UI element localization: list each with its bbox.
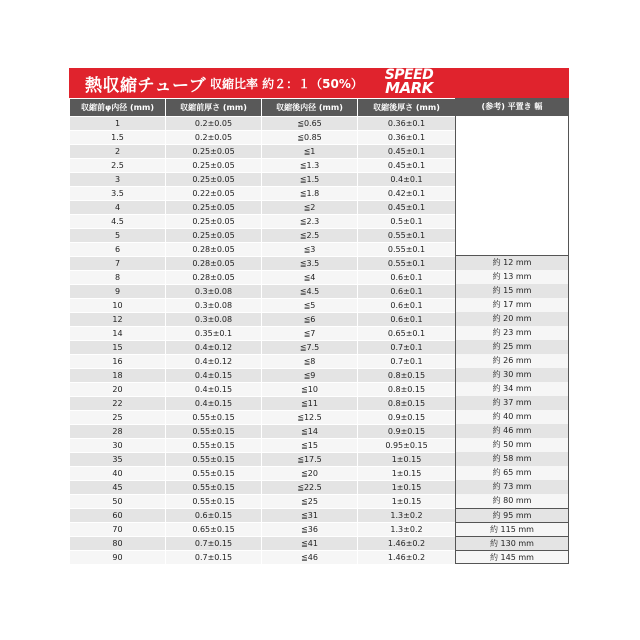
cell-thickness-before: 0.3±0.08 xyxy=(166,299,262,313)
table-row xyxy=(70,453,456,467)
reference-width-value: 約 73 mm xyxy=(455,480,569,494)
header-thickness-before: 収縮前厚さ (mm) xyxy=(166,99,262,117)
table-row xyxy=(70,411,456,425)
cell-thickness-before: 0.55±0.15 xyxy=(166,439,262,453)
reference-width-value: 約 58 mm xyxy=(455,452,569,466)
cell-inner-diameter-before: 70 xyxy=(70,523,166,537)
cell-thickness-before: 0.28±0.05 xyxy=(166,271,262,285)
page-title: 熱収縮チューブ xyxy=(85,76,207,96)
cell-inner-diameter-before: 6 xyxy=(70,243,166,257)
cell-inner-diameter-before: 40 xyxy=(70,467,166,481)
cell-thickness-after: 0.55±0.1 xyxy=(358,229,456,243)
cell-inner-diameter-after: ≦3 xyxy=(262,243,358,257)
cell-thickness-before: 0.55±0.15 xyxy=(166,453,262,467)
spec-sheet xyxy=(69,68,569,565)
cell-inner-diameter-before: 2.5 xyxy=(70,159,166,173)
cell-inner-diameter-before: 4.5 xyxy=(70,215,166,229)
cell-thickness-after: 0.9±0.15 xyxy=(358,425,456,439)
cell-inner-diameter-after: ≦41 xyxy=(262,537,358,551)
cell-thickness-before: 0.22±0.05 xyxy=(166,187,262,201)
shrink-ratio-label: 収縮比率 約２：１（50%） xyxy=(210,77,363,91)
cell-inner-diameter-before: 28 xyxy=(70,425,166,439)
spec-content xyxy=(69,98,569,565)
cell-inner-diameter-before: 10 xyxy=(70,299,166,313)
cell-inner-diameter-before: 2 xyxy=(70,145,166,159)
cell-thickness-before: 0.55±0.15 xyxy=(166,481,262,495)
cell-inner-diameter-before: 22 xyxy=(70,397,166,411)
cell-thickness-before: 0.55±0.15 xyxy=(166,425,262,439)
reference-width-value: 約 40 mm xyxy=(455,410,569,424)
cell-inner-diameter-before: 9 xyxy=(70,285,166,299)
table-row xyxy=(70,117,456,131)
cell-inner-diameter-before: 35 xyxy=(70,453,166,467)
cell-inner-diameter-after: ≦6 xyxy=(262,313,358,327)
cell-thickness-before: 0.6±0.15 xyxy=(166,509,262,523)
cell-inner-diameter-before: 30 xyxy=(70,439,166,453)
cell-thickness-before: 0.25±0.05 xyxy=(166,145,262,159)
cell-inner-diameter-after: ≦36 xyxy=(262,523,358,537)
logo-line-1: SPEED xyxy=(384,67,434,83)
cell-thickness-after: 0.36±0.1 xyxy=(358,117,456,131)
cell-thickness-after: 0.95±0.15 xyxy=(358,439,456,453)
table-row xyxy=(70,495,456,509)
cell-inner-diameter-after: ≦0.85 xyxy=(262,131,358,145)
cell-inner-diameter-after: ≦2.3 xyxy=(262,215,358,229)
cell-inner-diameter-before: 18 xyxy=(70,369,166,383)
cell-thickness-before: 0.25±0.05 xyxy=(166,173,262,187)
cell-inner-diameter-after: ≦2.5 xyxy=(262,229,358,243)
cell-thickness-before: 0.25±0.05 xyxy=(166,201,262,215)
table-row xyxy=(70,229,456,243)
cell-inner-diameter-before: 7 xyxy=(70,257,166,271)
table-row xyxy=(70,551,456,565)
speedmark-logo xyxy=(369,69,449,97)
cell-inner-diameter-before: 25 xyxy=(70,411,166,425)
reference-width-value: 約 115 mm xyxy=(455,522,569,536)
reference-width-value: 約 50 mm xyxy=(455,438,569,452)
cell-thickness-after: 1±0.15 xyxy=(358,481,456,495)
cell-thickness-after: 0.55±0.1 xyxy=(358,257,456,271)
table-row xyxy=(70,159,456,173)
cell-thickness-before: 0.55±0.15 xyxy=(166,495,262,509)
cell-thickness-after: 0.5±0.1 xyxy=(358,215,456,229)
table-row xyxy=(70,355,456,369)
logo-line-2: MARK xyxy=(385,79,433,97)
cell-thickness-before: 0.4±0.15 xyxy=(166,397,262,411)
cell-inner-diameter-before: 3.5 xyxy=(70,187,166,201)
cell-inner-diameter-before: 5 xyxy=(70,229,166,243)
cell-thickness-after: 0.42±0.1 xyxy=(358,187,456,201)
cell-thickness-before: 0.7±0.15 xyxy=(166,537,262,551)
cell-thickness-before: 0.55±0.15 xyxy=(166,411,262,425)
reference-width-value: 約 95 mm xyxy=(455,508,569,522)
cell-inner-diameter-before: 1 xyxy=(70,117,166,131)
cell-thickness-after: 0.6±0.1 xyxy=(358,299,456,313)
cell-inner-diameter-before: 14 xyxy=(70,327,166,341)
cell-thickness-after: 1±0.15 xyxy=(358,495,456,509)
table-row xyxy=(70,481,456,495)
cell-inner-diameter-after: ≦11 xyxy=(262,397,358,411)
cell-inner-diameter-before: 3 xyxy=(70,173,166,187)
reference-width-value: 約 34 mm xyxy=(455,382,569,396)
table-row xyxy=(70,397,456,411)
cell-thickness-before: 0.7±0.15 xyxy=(166,551,262,565)
cell-thickness-before: 0.2±0.05 xyxy=(166,131,262,145)
reference-blank-area xyxy=(455,116,569,256)
cell-thickness-after: 0.45±0.1 xyxy=(358,145,456,159)
cell-inner-diameter-before: 16 xyxy=(70,355,166,369)
cell-inner-diameter-after: ≦7.5 xyxy=(262,341,358,355)
table-row xyxy=(70,131,456,145)
table-row xyxy=(70,145,456,159)
cell-thickness-after: 0.4±0.1 xyxy=(358,173,456,187)
cell-inner-diameter-after: ≦1 xyxy=(262,145,358,159)
reference-width-value: 約 17 mm xyxy=(455,298,569,312)
cell-inner-diameter-before: 45 xyxy=(70,481,166,495)
cell-thickness-after: 0.55±0.1 xyxy=(358,243,456,257)
reference-width-value: 約 37 mm xyxy=(455,396,569,410)
table-row xyxy=(70,467,456,481)
cell-thickness-before: 0.4±0.12 xyxy=(166,355,262,369)
cell-inner-diameter-before: 4 xyxy=(70,201,166,215)
cell-inner-diameter-after: ≦12.5 xyxy=(262,411,358,425)
cell-thickness-before: 0.3±0.08 xyxy=(166,313,262,327)
cell-thickness-before: 0.25±0.05 xyxy=(166,229,262,243)
cell-inner-diameter-before: 90 xyxy=(70,551,166,565)
reference-width-value: 約 20 mm xyxy=(455,312,569,326)
cell-thickness-after: 0.6±0.1 xyxy=(358,313,456,327)
reference-width-value: 約 23 mm xyxy=(455,326,569,340)
cell-thickness-before: 0.4±0.15 xyxy=(166,369,262,383)
cell-inner-diameter-before: 1.5 xyxy=(70,131,166,145)
cell-thickness-before: 0.65±0.15 xyxy=(166,523,262,537)
cell-thickness-after: 0.8±0.15 xyxy=(358,397,456,411)
cell-thickness-after: 0.7±0.1 xyxy=(358,341,456,355)
reference-width-value: 約 130 mm xyxy=(455,536,569,550)
cell-inner-diameter-after: ≦4.5 xyxy=(262,285,358,299)
header-flat-width: (参考) 平置き 幅 xyxy=(455,98,569,116)
cell-thickness-after: 0.9±0.15 xyxy=(358,411,456,425)
cell-thickness-after: 0.8±0.15 xyxy=(358,383,456,397)
reference-width-column xyxy=(455,98,569,564)
cell-inner-diameter-before: 50 xyxy=(70,495,166,509)
cell-thickness-after: 0.7±0.1 xyxy=(358,355,456,369)
table-row xyxy=(70,509,456,523)
table-row xyxy=(70,187,456,201)
reference-width-value: 約 15 mm xyxy=(455,284,569,298)
header-inner-diameter-before: 収縮前φ内径 (mm) xyxy=(70,99,166,117)
table-row xyxy=(70,327,456,341)
cell-inner-diameter-after: ≦5 xyxy=(262,299,358,313)
cell-thickness-before: 0.4±0.15 xyxy=(166,383,262,397)
cell-inner-diameter-after: ≦15 xyxy=(262,439,358,453)
table-header-row xyxy=(70,99,456,117)
cell-inner-diameter-before: 80 xyxy=(70,537,166,551)
cell-inner-diameter-after: ≦8 xyxy=(262,355,358,369)
cell-thickness-after: 0.45±0.1 xyxy=(358,201,456,215)
cell-inner-diameter-after: ≦25 xyxy=(262,495,358,509)
table-row xyxy=(70,523,456,537)
cell-thickness-before: 0.28±0.05 xyxy=(166,257,262,271)
table-row xyxy=(70,201,456,215)
cell-inner-diameter-after: ≦3.5 xyxy=(262,257,358,271)
cell-inner-diameter-after: ≦2 xyxy=(262,201,358,215)
table-row xyxy=(70,383,456,397)
table-row xyxy=(70,313,456,327)
cell-inner-diameter-after: ≦9 xyxy=(262,369,358,383)
cell-inner-diameter-after: ≦22.5 xyxy=(262,481,358,495)
cell-inner-diameter-before: 8 xyxy=(70,271,166,285)
spec-table xyxy=(69,98,456,565)
cell-inner-diameter-after: ≦14 xyxy=(262,425,358,439)
cell-inner-diameter-after: ≦31 xyxy=(262,509,358,523)
cell-thickness-after: 1.3±0.2 xyxy=(358,509,456,523)
cell-inner-diameter-after: ≦1.8 xyxy=(262,187,358,201)
cell-thickness-after: 0.8±0.15 xyxy=(358,369,456,383)
spec-table-body xyxy=(70,117,456,565)
table-row xyxy=(70,369,456,383)
cell-inner-diameter-after: ≦20 xyxy=(262,467,358,481)
reference-width-value: 約 13 mm xyxy=(455,270,569,284)
cell-inner-diameter-after: ≦10 xyxy=(262,383,358,397)
table-row xyxy=(70,173,456,187)
table-row xyxy=(70,215,456,229)
cell-inner-diameter-after: ≦0.65 xyxy=(262,117,358,131)
table-row xyxy=(70,341,456,355)
cell-thickness-before: 0.28±0.05 xyxy=(166,243,262,257)
cell-inner-diameter-after: ≦1.3 xyxy=(262,159,358,173)
cell-thickness-before: 0.25±0.05 xyxy=(166,215,262,229)
cell-thickness-after: 0.6±0.1 xyxy=(358,285,456,299)
reference-width-value: 約 12 mm xyxy=(455,256,569,270)
cell-inner-diameter-after: ≦4 xyxy=(262,271,358,285)
reference-values xyxy=(455,256,569,564)
table-row xyxy=(70,285,456,299)
cell-thickness-after: 0.45±0.1 xyxy=(358,159,456,173)
cell-inner-diameter-after: ≦1.5 xyxy=(262,173,358,187)
reference-width-value: 約 30 mm xyxy=(455,368,569,382)
cell-thickness-after: 1±0.15 xyxy=(358,453,456,467)
cell-thickness-before: 0.4±0.12 xyxy=(166,341,262,355)
cell-thickness-before: 0.35±0.1 xyxy=(166,327,262,341)
reference-width-value: 約 46 mm xyxy=(455,424,569,438)
cell-thickness-after: 0.36±0.1 xyxy=(358,131,456,145)
reference-width-value: 約 145 mm xyxy=(455,550,569,564)
reference-width-value: 約 26 mm xyxy=(455,354,569,368)
cell-thickness-after: 0.6±0.1 xyxy=(358,271,456,285)
cell-inner-diameter-after: ≦17.5 xyxy=(262,453,358,467)
table-row xyxy=(70,537,456,551)
reference-width-value: 約 65 mm xyxy=(455,466,569,480)
header-inner-diameter-after: 収縮後内径 (mm) xyxy=(262,99,358,117)
cell-thickness-after: 1.3±0.2 xyxy=(358,523,456,537)
cell-inner-diameter-before: 20 xyxy=(70,383,166,397)
table-row xyxy=(70,243,456,257)
cell-thickness-before: 0.3±0.08 xyxy=(166,285,262,299)
cell-inner-diameter-before: 15 xyxy=(70,341,166,355)
cell-thickness-before: 0.2±0.05 xyxy=(166,117,262,131)
table-row xyxy=(70,257,456,271)
table-row xyxy=(70,439,456,453)
cell-inner-diameter-before: 60 xyxy=(70,509,166,523)
header-thickness-after: 収縮後厚さ (mm) xyxy=(358,99,456,117)
reference-width-value: 約 25 mm xyxy=(455,340,569,354)
cell-thickness-after: 1±0.15 xyxy=(358,467,456,481)
title-banner xyxy=(69,68,569,98)
cell-thickness-after: 0.65±0.1 xyxy=(358,327,456,341)
table-row xyxy=(70,425,456,439)
cell-thickness-before: 0.55±0.15 xyxy=(166,467,262,481)
cell-inner-diameter-before: 12 xyxy=(70,313,166,327)
cell-inner-diameter-after: ≦46 xyxy=(262,551,358,565)
table-row xyxy=(70,299,456,313)
reference-width-value: 約 80 mm xyxy=(455,494,569,508)
cell-inner-diameter-after: ≦7 xyxy=(262,327,358,341)
table-row xyxy=(70,271,456,285)
cell-thickness-before: 0.25±0.05 xyxy=(166,159,262,173)
cell-thickness-after: 1.46±0.2 xyxy=(358,551,456,565)
cell-thickness-after: 1.46±0.2 xyxy=(358,537,456,551)
